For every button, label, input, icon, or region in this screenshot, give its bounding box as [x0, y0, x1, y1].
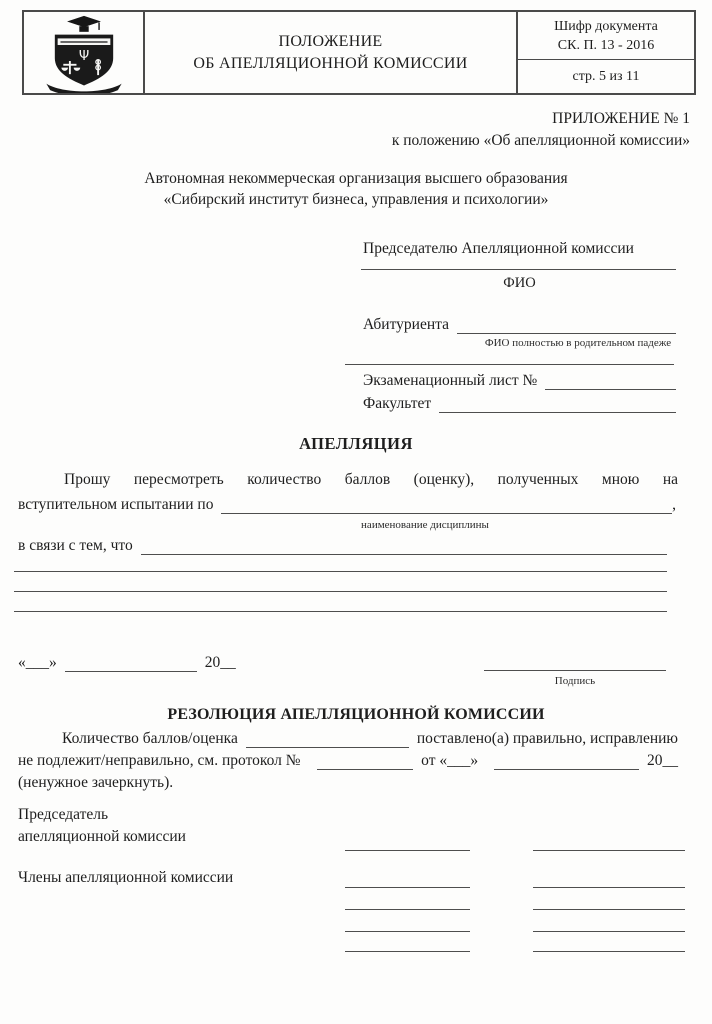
institute-crest-icon [40, 13, 128, 93]
document-code-cell [518, 12, 694, 93]
faculty-label: Факультет [363, 395, 432, 412]
document-code [518, 12, 694, 60]
resolution-line1 [18, 730, 678, 748]
appeal-reason-label: в связи с тем, что [18, 537, 133, 554]
faculty-row [363, 395, 676, 413]
chairman-signature-label-line1: Председатель [18, 806, 109, 823]
page-number: стр. 5 из 11 [572, 68, 640, 84]
discipline-blank-line [221, 496, 672, 514]
appeal-body-line3 [18, 537, 667, 555]
document-code-value: СК. П. 13 - 2016 [557, 37, 655, 53]
protocol-number-blank-line [317, 752, 414, 770]
reason-blank-line-3 [14, 576, 667, 592]
applicant-caption: ФИО полностью в родительном падеже [484, 337, 672, 349]
reason-blank-line-4 [14, 596, 667, 612]
organization-name [0, 168, 712, 210]
exam-sheet-blank-line [545, 372, 676, 390]
resolution-verdict-text: поставлено(а) правильно, исправлению [416, 730, 678, 747]
date-day-field: «___» [18, 654, 57, 671]
chairman-fio-caption: ФИО [503, 275, 536, 291]
applicant-row [363, 316, 676, 334]
member2-name-transcript-blank-line [533, 894, 685, 910]
member4-signature-blank-line [345, 936, 470, 952]
discipline-caption: наименование дисциплины [361, 519, 489, 531]
member2-signature-blank-line [345, 894, 470, 910]
organization-line2: «Сибирский институт бизнеса, управления и психологии» [163, 191, 549, 208]
member3-signature-blank-line [345, 916, 470, 932]
chairman-name-blank-line [361, 253, 676, 270]
document-title [145, 12, 518, 93]
signature-caption: Подпись [554, 675, 596, 687]
exam-sheet-label: Экзаменационный лист № [363, 372, 538, 389]
exam-sheet-row [363, 372, 676, 390]
reason-blank-line-1 [141, 537, 667, 555]
addressee-title: Председателю Апелляционной комиссии [363, 240, 634, 257]
resolution-score-label: Количество баллов/оценка [62, 730, 238, 747]
resolution-score-blank-line [246, 730, 409, 748]
appeal-exam-subject-label: вступительном испытании по [18, 496, 214, 513]
resolution-line2 [18, 752, 678, 770]
member1-name-transcript-blank-line [533, 872, 685, 888]
document-title-line1: ПОЛОЖЕНИЕ [278, 32, 383, 50]
protocol-year-field: 20__ [647, 752, 678, 769]
resolution-section-title: РЕЗОЛЮЦИЯ АПЕЛЛЯЦИОННОЙ КОМИССИИ [167, 706, 545, 723]
applicant-signature-blank-line [484, 654, 666, 671]
svg-text:Ψ: Ψ [78, 48, 89, 64]
appendix-heading [260, 108, 690, 152]
protocol-month-blank-line [494, 752, 639, 770]
appeal-body-line1: Прошу пересмотреть количество баллов (оценку), полученных мною на [64, 471, 678, 488]
resolution-date-prefix: от «___» [421, 752, 479, 769]
resolution-protocol-label: не подлежит/неправильно, см. протокол № [18, 752, 301, 769]
document-header-table [22, 10, 696, 95]
chairman-signature-label-line2: апелляционной комиссии [18, 828, 186, 845]
resolution-note: (ненужное зачеркнуть). [18, 774, 174, 791]
member4-name-transcript-blank-line [533, 936, 685, 952]
chairman-signature-blank-line [345, 835, 470, 851]
document-title-line2: ОБ АПЕЛЛЯЦИОННОЙ КОМИССИИ [193, 54, 468, 72]
applicant-name-blank-line-2 [345, 349, 674, 365]
appendix-reference: к положению «Об апелляционной комиссии» [391, 132, 690, 149]
logo-cell [24, 12, 145, 93]
applicant-label: Абитуриента [363, 316, 449, 333]
date-month-blank-line [65, 654, 197, 672]
member1-signature-blank-line [345, 872, 470, 888]
appeal-body-line2 [18, 496, 676, 514]
reason-blank-line-2 [14, 556, 667, 572]
member3-name-transcript-blank-line [533, 916, 685, 932]
faculty-blank-line [439, 395, 676, 413]
appeal-line2-comma: , [672, 496, 676, 513]
appendix-number: ПРИЛОЖЕНИЕ № 1 [552, 110, 690, 127]
appeal-section-title: АПЕЛЛЯЦИЯ [299, 434, 413, 453]
date-year-field: 20__ [204, 654, 236, 671]
chairman-name-transcript-blank-line [533, 835, 685, 851]
members-signature-label: Члены апелляционной комиссии [18, 869, 234, 886]
applicant-name-blank-line [457, 316, 676, 334]
organization-line1: Автономная некоммерческая организация высшего образования [144, 170, 568, 187]
date-row [18, 654, 278, 672]
document-code-label: Шифр документа [554, 18, 658, 34]
